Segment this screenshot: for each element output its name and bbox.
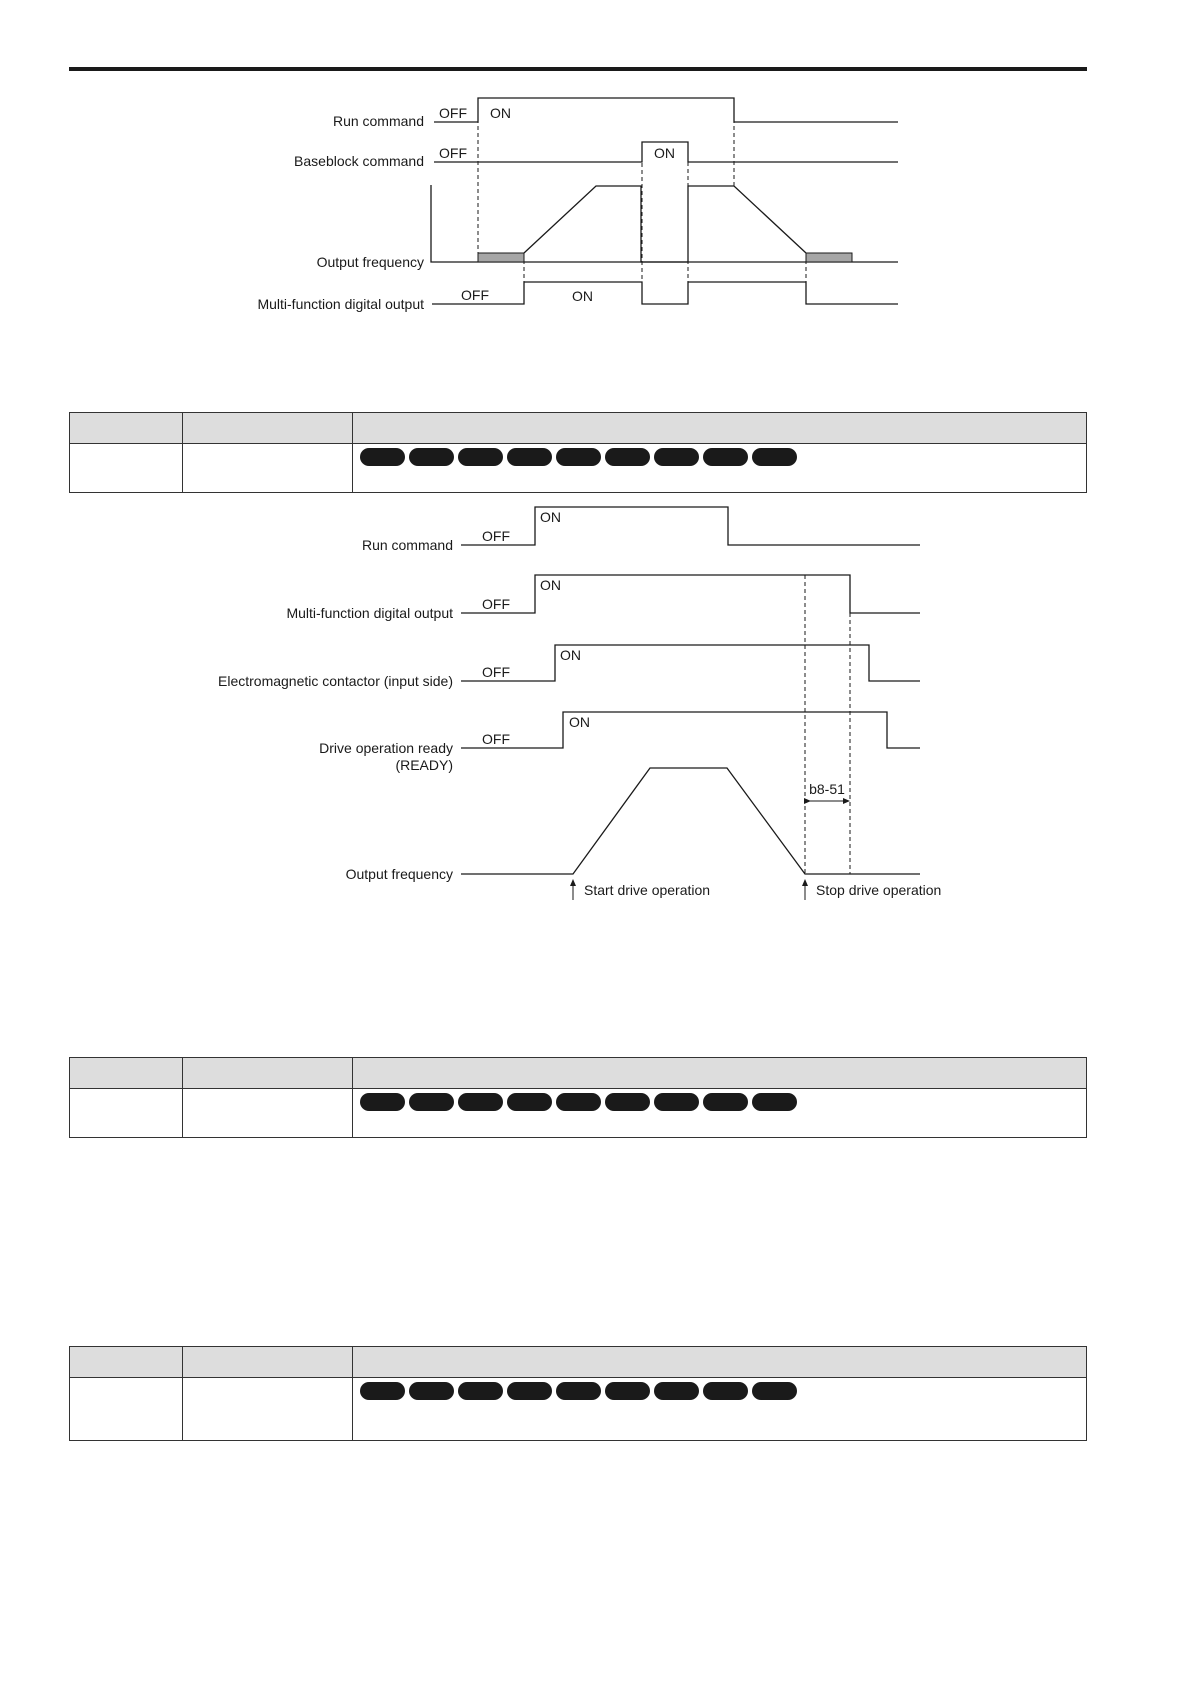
label-mf-digital-output: Multi-function digital output (257, 296, 424, 312)
cell-no (70, 1378, 183, 1441)
state-mf-off-2: OFF (482, 596, 510, 612)
state-ready-on: ON (569, 714, 590, 730)
header-no (70, 1347, 183, 1378)
control-badge (654, 1382, 699, 1400)
state-mf-off: OFF (461, 287, 489, 303)
state-run-on-2: ON (540, 509, 561, 525)
state-run-off: OFF (439, 105, 467, 121)
control-method-badges (353, 1089, 1086, 1111)
label-mf-digital-output-2: Multi-function digital output (286, 605, 453, 621)
state-mc-on: ON (560, 647, 581, 663)
control-badge (605, 1093, 650, 1111)
state-run-off-2: OFF (482, 528, 510, 544)
table-row (70, 1378, 1087, 1441)
label-run-command: Run command (332, 113, 424, 129)
control-badge (409, 1382, 454, 1400)
cell-name (183, 1378, 353, 1441)
control-badge (360, 1382, 405, 1400)
control-badge (556, 1093, 601, 1111)
state-baseblock-on: ON (654, 145, 675, 161)
annotation-start-drive: Start drive operation (584, 882, 711, 898)
control-badge (556, 1382, 601, 1400)
control-badge (458, 1093, 503, 1111)
control-badge (605, 1382, 650, 1400)
label-drive-ready: Drive operation ready (319, 740, 453, 756)
header-description (353, 1058, 1087, 1089)
control-badge (360, 1093, 405, 1111)
state-mf-on-2: ON (540, 577, 561, 593)
state-baseblock-off: OFF (439, 145, 467, 161)
header-name (183, 1347, 353, 1378)
state-ready-off: OFF (482, 731, 510, 747)
header-description (353, 1347, 1087, 1378)
label-baseblock-command: Baseblock command (294, 153, 424, 169)
label-output-frequency: Output frequency (316, 254, 424, 270)
parameter-table-2 (69, 1057, 1087, 1138)
control-badge (458, 1382, 503, 1400)
table-row (70, 1089, 1087, 1138)
annotation-stop-drive: Stop drive operation (816, 882, 942, 898)
cell-no (70, 1089, 183, 1138)
label-output-frequency-2: Output frequency (345, 866, 453, 882)
state-run-on: ON (490, 105, 511, 121)
label-b8-51: b8-51 (809, 781, 845, 797)
label-run-command-2: Run command (361, 537, 453, 553)
cell-description (353, 1089, 1087, 1138)
parameter-table-3 (69, 1346, 1087, 1441)
control-badge (507, 1382, 552, 1400)
output-frequency-waveform-2 (461, 768, 920, 874)
mf-output-waveform-2 (461, 575, 920, 613)
state-mf-on: ON (572, 288, 593, 304)
control-badge (409, 1093, 454, 1111)
state-mc-off: OFF (482, 664, 510, 680)
control-badge (752, 1382, 797, 1400)
control-badge (752, 1093, 797, 1111)
label-drive-ready-sub: (READY) (395, 757, 453, 773)
control-badge (703, 1382, 748, 1400)
label-contactor: Electromagnetic contactor (input side) (218, 673, 453, 689)
control-badge (654, 1093, 699, 1111)
cell-description (353, 1378, 1087, 1441)
control-badge (703, 1093, 748, 1111)
header-no (70, 1058, 183, 1089)
control-method-badges (353, 1378, 1086, 1400)
control-badge (507, 1093, 552, 1111)
run-command-waveform-2 (461, 507, 920, 545)
ready-waveform (461, 712, 920, 748)
cell-name (183, 1089, 353, 1138)
header-name (183, 1058, 353, 1089)
contactor-waveform (461, 645, 920, 681)
